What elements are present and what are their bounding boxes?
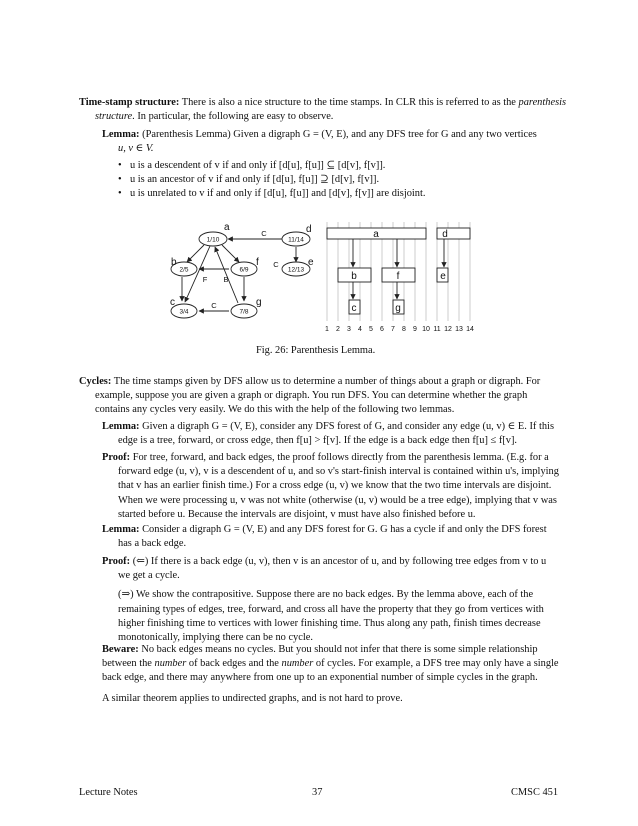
timestamp-heading: Time-stamp structure: [79,97,180,108]
timestamp-line2: . In particular, the following are easy to observe. [132,111,334,123]
lemma3-line2: has a back edge. [118,538,187,550]
tick-label: 9 [413,326,417,333]
cycle-lemma [102,523,572,551]
cycles-line2: example, suppose you are given a graph or digraph. You run DFS. You can determine whether the graph [95,390,528,402]
bullet-icon: • [118,188,122,199]
proof1-line5: started before u. Because the intervals are disjoint, v must have also finished before u. [118,508,476,520]
tick-label: 2 [336,326,340,333]
interval-label-d: d [442,229,448,240]
interval-label-a: a [373,229,379,240]
proof2-line2: we get a cycle. [118,570,180,582]
beware-line2: between the number of back edges and the number of cycles. For example, a DFS tree may only have a single [102,658,559,670]
timestamp-line2-emph: structure [95,111,133,123]
proof1-line1: For tree, forward, and back edges, the proof follows directly from the parenthesis lemma. (E.g. for a [132,452,549,463]
beware-line3: back edge, and there may anywhere from one up to an exponential number of simple cycles in the graph. [102,672,538,684]
cycles-heading: Cycles: [79,376,112,387]
interval-label-e: e [440,271,446,282]
cycles-paragraph [79,375,571,418]
proof1-line4: When we were processing u, v was not white (otherwise (u, v) would be a tree edge), implying that v was [118,494,557,506]
label-f: f [256,257,259,268]
tick-label: 6 [380,326,384,333]
lemma1-bullet-1: • u is a descendent of v if and only if [d[u], f[u]] ⊆ [d[v], f[v]]. [118,160,386,171]
proof2-para-line2: remaining types of edges, tree, forward, and cross all have the property that they go from vertices with [118,603,544,615]
figure-caption: Fig. 26: Parenthesis Lemma. [256,345,376,356]
interval-label-f: f [396,271,400,282]
tick-label: 7 [391,326,395,333]
beware-label: Beware: [102,644,139,655]
label-c: c [170,297,175,308]
edge-label-back: B [223,275,229,284]
lemma3-line1: Consider a digraph G = (V, E) and any DFS forest for G. G has a cycle if and only the DFS forest [142,524,547,535]
proof2-para-line4: monotonically, implying there can be no cycle. [118,632,313,644]
tick-label: 13 [455,326,463,333]
stamp-e: 12/13 [287,266,305,274]
tick-label: 11 [433,326,441,333]
label-a: a [224,222,230,233]
edge-label-da: C [261,229,267,238]
timestamp-paragraph [79,96,571,124]
timestamp-line1-emph: parenthesis [518,97,567,108]
lemma3-label: Lemma: [102,524,140,535]
proof1-label: Proof: [102,452,131,463]
footer-right: CMSC 451 [511,787,559,798]
bullet-icon: • [118,160,122,171]
lemma2-line2: edge is a tree, forward, or cross edge, then f[u] > f[v]. If the edge is a back edge then f[u] ≤ f[v]. [118,435,518,447]
edge-lemma [102,420,572,448]
interval-label-g: g [395,303,401,314]
proof2-label: Proof: [102,556,131,567]
interval-label-b: b [351,271,357,282]
tick-label: 8 [402,326,406,333]
timestamp-line1: There is also a nice structure to the time stamps. In CLR this is referred to as the [181,97,516,108]
lemma1-label: Lemma: [102,129,140,140]
lemma1-line1: (Parenthesis Lemma) Given a digraph G = (V, E), and any DFS tree for G and any two vertices [142,129,537,140]
lemma2-line1: Given a digraph G = (V, E), consider any DFS forest of G, and consider any edge (u, v) ∈ E. If this [142,421,554,432]
parenthesis-figure [160,218,490,338]
stamp-c: 3/4 [179,308,189,316]
edge-proof [102,451,572,522]
tick-label: 4 [358,326,362,333]
lemma1-line2: u, v ∈ V. [118,143,154,155]
edge-a-b [187,245,204,262]
tick-label: 1 [325,326,329,333]
proof1-line2: forward edge (u, v), v is a descendent of u, and so v's start-finish interval is contained within u's, implying [118,466,559,478]
proof2-para-line1: (⇒) We show the contrapositive. Suppose there are no back edges. By the lemma above, each of the [118,589,534,601]
tick-label: 5 [369,326,373,333]
beware-line1: No back edges means no cycles. But you should not infer that there is some simple relationship [141,644,538,655]
label-g: g [256,297,262,308]
stamp-g: 7/8 [239,308,249,316]
lemma1-bullet-2: • u is an ancestor of v if and only if [d[u], f[u]] ⊇ [d[v], f[v]]. [118,174,380,185]
stamp-a: 1/10 [206,236,220,244]
edge-label-fb: C [273,260,279,269]
cycle-proof [102,555,572,645]
footer-left: Lecture Notes [79,787,138,798]
tick-label: 12 [444,326,452,333]
label-b: b [171,257,177,268]
tick-label: 14 [466,326,474,333]
cycles-line3: contains any cycles very easily. We do this with the help of the following two lemmas. [95,404,455,416]
parenthesis-lemma [102,128,572,156]
lemma1-bullet-3: • u is unrelated to v if and only if [d[u], f[u]] and [d[v], f[v]] are disjoint. [118,188,426,199]
bullet-icon: • [118,174,122,185]
stamp-b: 2/5 [179,266,189,274]
beware-paragraph [102,643,572,686]
edge-a-f [222,245,239,262]
proof2-para-line3: higher finishing time to vertices with lower finishing time. Thus along any path, finish times decrease [118,617,541,629]
lemma2-label: Lemma: [102,421,140,432]
stamp-d: 11/14 [288,236,304,244]
similar-theorem: A similar theorem applies to undirected graphs, and is not hard to prove. [102,693,403,704]
footer-page-number: 37 [312,787,323,798]
cycles-line1: The time stamps given by DFS allow us to determine a number of things about a graph or digraph. For [113,376,541,387]
edge-label-gc: C [211,301,217,310]
interval-label-c: c [351,303,357,314]
tick-label: 3 [347,326,351,333]
proof1-line3: that v has an earlier finish time.) For a cross edge (u, v) we know that the two time intervals are disjoint. [118,480,552,492]
stamp-f: 6/9 [239,266,249,274]
tick-label: 10 [422,326,430,333]
edge-label-forward: F [202,275,208,284]
proof2-line1: (⇐) If there is a back edge (u, v), then v is an ancestor of u, and by following tree edges from v to u [132,556,547,567]
label-e: e [308,257,314,268]
label-d: d [306,224,312,235]
